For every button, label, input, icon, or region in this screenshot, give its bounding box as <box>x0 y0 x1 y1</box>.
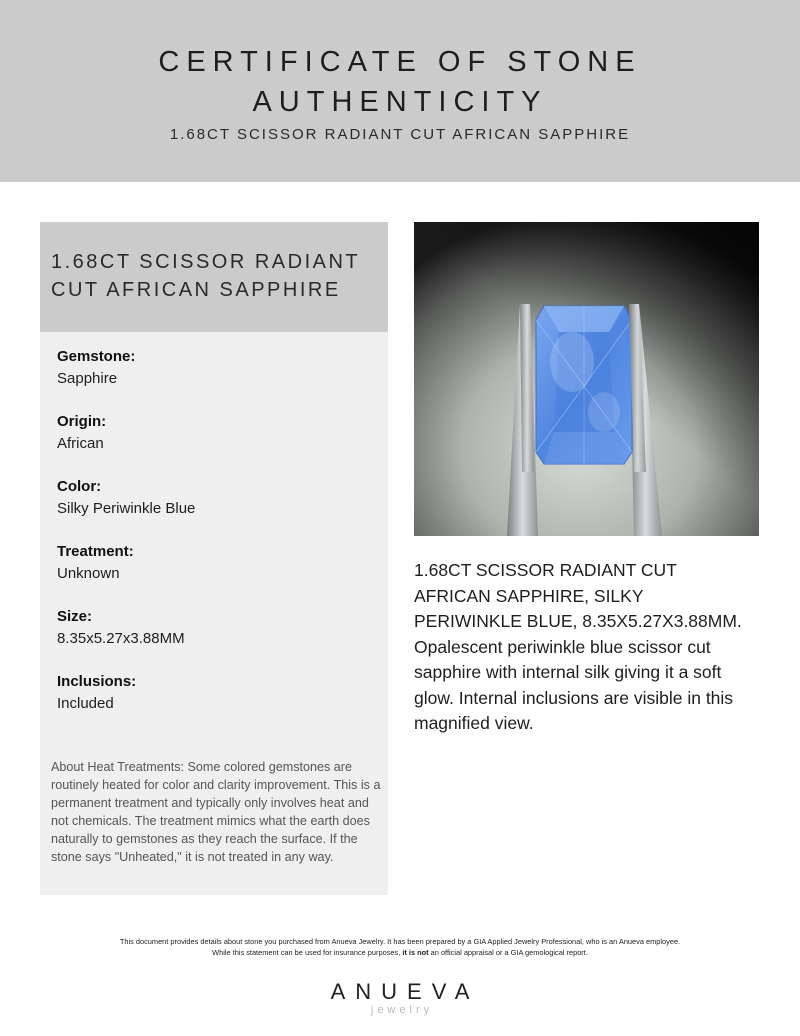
stone-description: 1.68CT SCISSOR RADIANT CUT AFRICAN SAPPHIRE, SILKY PERIWINKLE BLUE, 8.35X5.27X3.88MM. Opalescent periwinkle blue scissor cut sapphire with internal silk giving it a soft glow. Internal inclusions are visible in this magnified view. <box>414 560 742 733</box>
certificate-title-line1: CERTIFICATE OF STONE <box>158 46 642 78</box>
spec-size <box>57 606 377 671</box>
spec-inclusions <box>57 671 377 736</box>
spec-label: Gemstone: <box>57 348 136 365</box>
spec-label: Color: <box>57 478 102 495</box>
certificate-title <box>0 42 800 122</box>
certificate-title-line2: AUTHENTICITY <box>252 86 548 118</box>
brand-sub: jewelry <box>370 1004 434 1016</box>
disclaimer-line2-after: an official appraisal or a GIA gemological report. <box>430 948 588 957</box>
spec-value: Included <box>57 695 114 712</box>
brand-name: ANUEVA <box>330 979 480 1004</box>
spec-value: Silky Periwinkle Blue <box>57 500 196 517</box>
heat-treatment-note: About Heat Treatments: Some colored gemstones are routinely heated for color and clarity improvement. This is a permanent treatment and typically only involves heat and not chemicals. The treatment mimics what the earth does naturally to gemstones as they reach the surface. If the stone says "Unheated," it is not treated in any way. <box>51 760 381 864</box>
spec-color <box>57 476 377 541</box>
spec-value: Sapphire <box>57 370 118 387</box>
spec-label: Origin: <box>57 413 107 430</box>
spec-value: Unknown <box>57 565 120 582</box>
spec-label: Inclusions: <box>57 673 137 690</box>
stone-details-panel <box>40 222 388 895</box>
disclaimer <box>0 936 800 958</box>
stone-name-line2: CUT AFRICAN SAPPHIRE <box>51 279 341 301</box>
sapphire-photo-graphic <box>414 222 759 536</box>
stone-name-line1: 1.68CT SCISSOR RADIANT <box>51 251 361 273</box>
brand-logo <box>0 980 800 1016</box>
spec-value: 8.35x5.27x3.88MM <box>57 630 185 647</box>
spec-treatment <box>57 541 377 606</box>
disclaimer-line2-before: While this statement can be used for insurance purposes, <box>212 948 401 957</box>
stone-name-box <box>40 222 388 332</box>
sapphire-photo <box>414 222 759 536</box>
disclaimer-line2-bold: it is not <box>402 948 429 957</box>
disclaimer-line2 <box>0 947 800 958</box>
stone-name-title <box>51 248 381 304</box>
certificate-subtitle: 1.68CT SCISSOR RADIANT CUT AFRICAN SAPPHIRE <box>169 126 631 143</box>
spec-value: African <box>57 435 104 452</box>
spec-label: Treatment: <box>57 543 134 560</box>
spec-list <box>57 346 377 736</box>
spec-gemstone <box>57 346 377 411</box>
disclaimer-line1: This document provides details about stone you purchased from Anueva Jewelry. It has been prepared by a GIA Applied Jewelry Professional, who is an Anueva employee. <box>119 937 681 946</box>
spec-label: Size: <box>57 608 93 625</box>
spec-origin <box>57 411 377 476</box>
certificate-header <box>0 0 800 182</box>
